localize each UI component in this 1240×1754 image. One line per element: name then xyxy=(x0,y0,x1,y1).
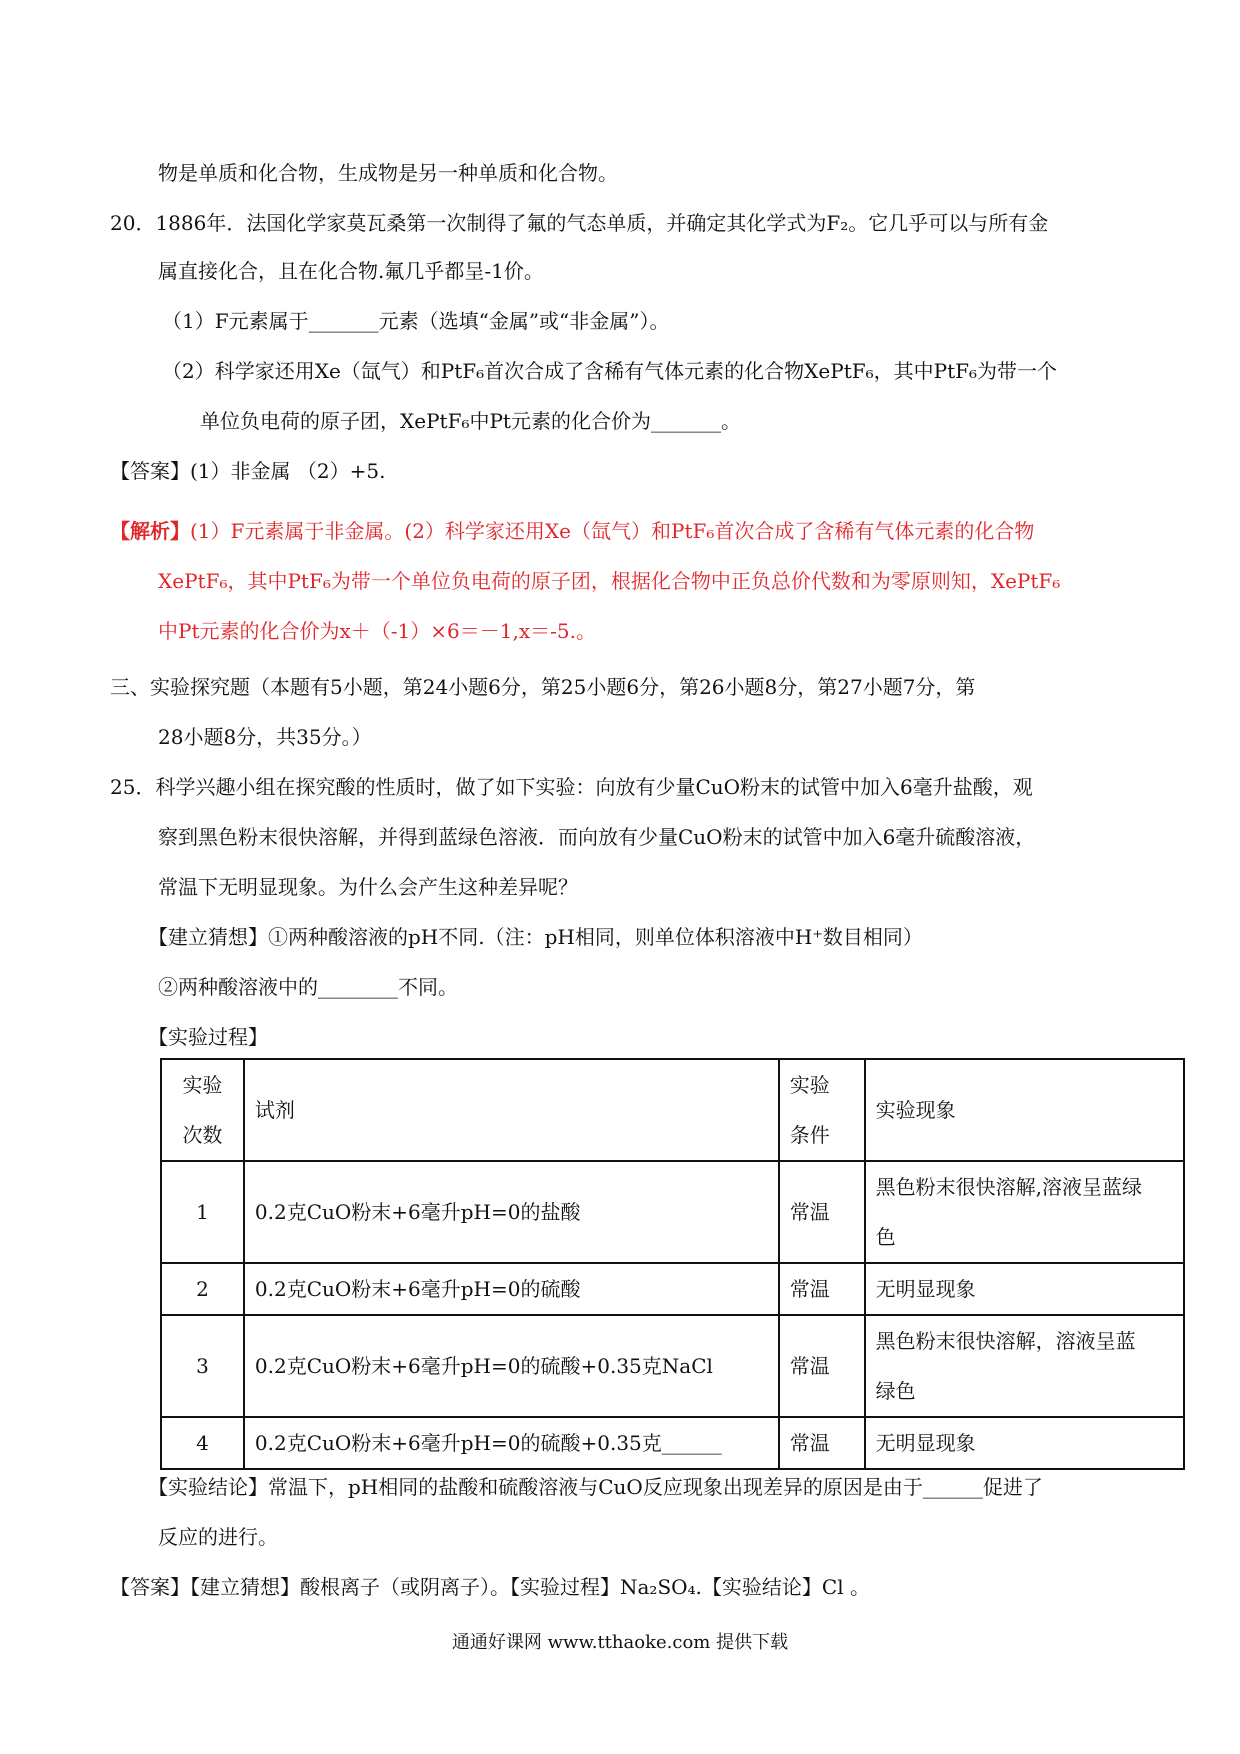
header-phenomenon: 实验现象 xyxy=(865,1059,1184,1161)
reagent-cell: 0.2克CuO粉末+6毫升pH=0的硫酸 xyxy=(244,1263,779,1315)
hypothesis-2: ②两种酸溶液中的________不同。 xyxy=(158,975,458,999)
trial-number: 2 xyxy=(161,1263,244,1315)
table-row xyxy=(161,1417,1184,1469)
trial-number: 3 xyxy=(161,1315,244,1417)
header-condition: 实验 条件 xyxy=(779,1059,865,1161)
question-20-explanation: XePtF₆，其中PtF₆为带一个单位负电荷的原子团，根据化合物中正负总价代数和为零原则知，XePtF₆ xyxy=(158,569,1061,593)
phenomenon-cell: 黑色粉末很快溶解,溶液呈蓝绿 色 xyxy=(865,1161,1184,1263)
question-25-answer: 【答案】【建立猜想】酸根离子（或阴离子）。【实验过程】Na₂SO₄.【实验结论】Cl 。 xyxy=(110,1575,870,1599)
question-20-text: 20．1886年．法国化学家莫瓦桑第一次制得了氟的气态单质，并确定其化学式为F₂。它几乎可以与所有金 xyxy=(110,211,1049,235)
conclusion-text: 【实验结论】常温下，pH相同的盐酸和硫酸溶液与CuO反应现象出现差异的原因是由于______促进了 xyxy=(148,1475,1043,1499)
condition-cell: 常温 xyxy=(779,1161,865,1263)
header-trial-number: 实验 次数 xyxy=(161,1059,244,1161)
trial-number: 4 xyxy=(161,1417,244,1469)
question-20-part-2: （2）科学家还用Xe（氙气）和PtF₆首次合成了含稀有气体元素的化合物XePtF₆，其中PtF₆为带一个 xyxy=(162,359,1058,383)
question-20-part-2: 单位负电荷的原子团，XePtF₆中Pt元素的化合价为_______。 xyxy=(200,409,741,433)
question-20-explanation xyxy=(110,516,1034,546)
question-20-part-1: （1）F元素属于_______元素（选填“金属”或“非金属”）。 xyxy=(162,309,670,333)
explanation-text: (1）F元素属于非金属。(2）科学家还用Xe（氙气）和PtF₆首次合成了含稀有气体元素的化合物 xyxy=(190,519,1035,543)
section-3-heading: 28小题8分，共35分。） xyxy=(158,725,372,749)
question-25-text: 察到黑色粉末很快溶解，并得到蓝绿色溶液．而向放有少量CuO粉末的试管中加入6毫升硫酸溶液， xyxy=(158,825,1036,849)
hypothesis-1: 【建立猜想】①两种酸溶液的pH不同.（注：pH相同，则单位体积溶液中H⁺数目相同） xyxy=(148,925,923,949)
condition-cell: 常温 xyxy=(779,1263,865,1315)
phenomenon-cell: 无明显现象 xyxy=(865,1417,1184,1469)
question-20-explanation: 中Pt元素的化合价为x＋（-1）×6＝－1,x＝-5.。 xyxy=(158,619,596,643)
experiment-table xyxy=(160,1058,1185,1470)
question-25-text: 25．科学兴趣小组在探究酸的性质时，做了如下实验：向放有少量CuO粉末的试管中加入6毫升盐酸，观 xyxy=(110,775,1033,799)
reagent-cell: 0.2克CuO粉末+6毫升pH=0的盐酸 xyxy=(244,1161,779,1263)
section-3-heading: 三、实验探究题（本题有5小题，第24小题6分，第25小题6分，第26小题8分，第27小题7分，第 xyxy=(110,675,976,699)
table-row xyxy=(161,1315,1184,1417)
table-header-row xyxy=(161,1059,1184,1161)
phenomenon-cell: 无明显现象 xyxy=(865,1263,1184,1315)
header-reagent: 试剂 xyxy=(244,1059,779,1161)
text-line: 物是单质和化合物，生成物是另一种单质和化合物。 xyxy=(158,161,618,185)
trial-number: 1 xyxy=(161,1161,244,1263)
question-25-text: 常温下无明显现象。为什么会产生这种差异呢？ xyxy=(158,875,578,899)
reagent-cell: 0.2克CuO粉末+6毫升pH=0的硫酸+0.35克______ xyxy=(244,1417,779,1469)
question-20-text: 属直接化合，且在化合物.氟几乎都呈-1价。 xyxy=(158,259,544,283)
explanation-tag: 【解析】 xyxy=(110,519,190,543)
table-row xyxy=(161,1161,1184,1263)
reagent-cell: 0.2克CuO粉末+6毫升pH=0的硫酸+0.35克NaCl xyxy=(244,1315,779,1417)
page-footer: 通通好课网 www.tthaoke.com 提供下载 xyxy=(451,1632,789,1653)
phenomenon-cell: 黑色粉末很快溶解，溶液呈蓝 绿色 xyxy=(865,1315,1184,1417)
procedure-heading: 【实验过程】 xyxy=(148,1025,268,1049)
table-row xyxy=(161,1263,1184,1315)
question-20-answer: 【答案】(1）非金属 （2）+5. xyxy=(110,459,386,483)
condition-cell: 常温 xyxy=(779,1315,865,1417)
condition-cell: 常温 xyxy=(779,1417,865,1469)
conclusion-text: 反应的进行。 xyxy=(158,1525,278,1549)
